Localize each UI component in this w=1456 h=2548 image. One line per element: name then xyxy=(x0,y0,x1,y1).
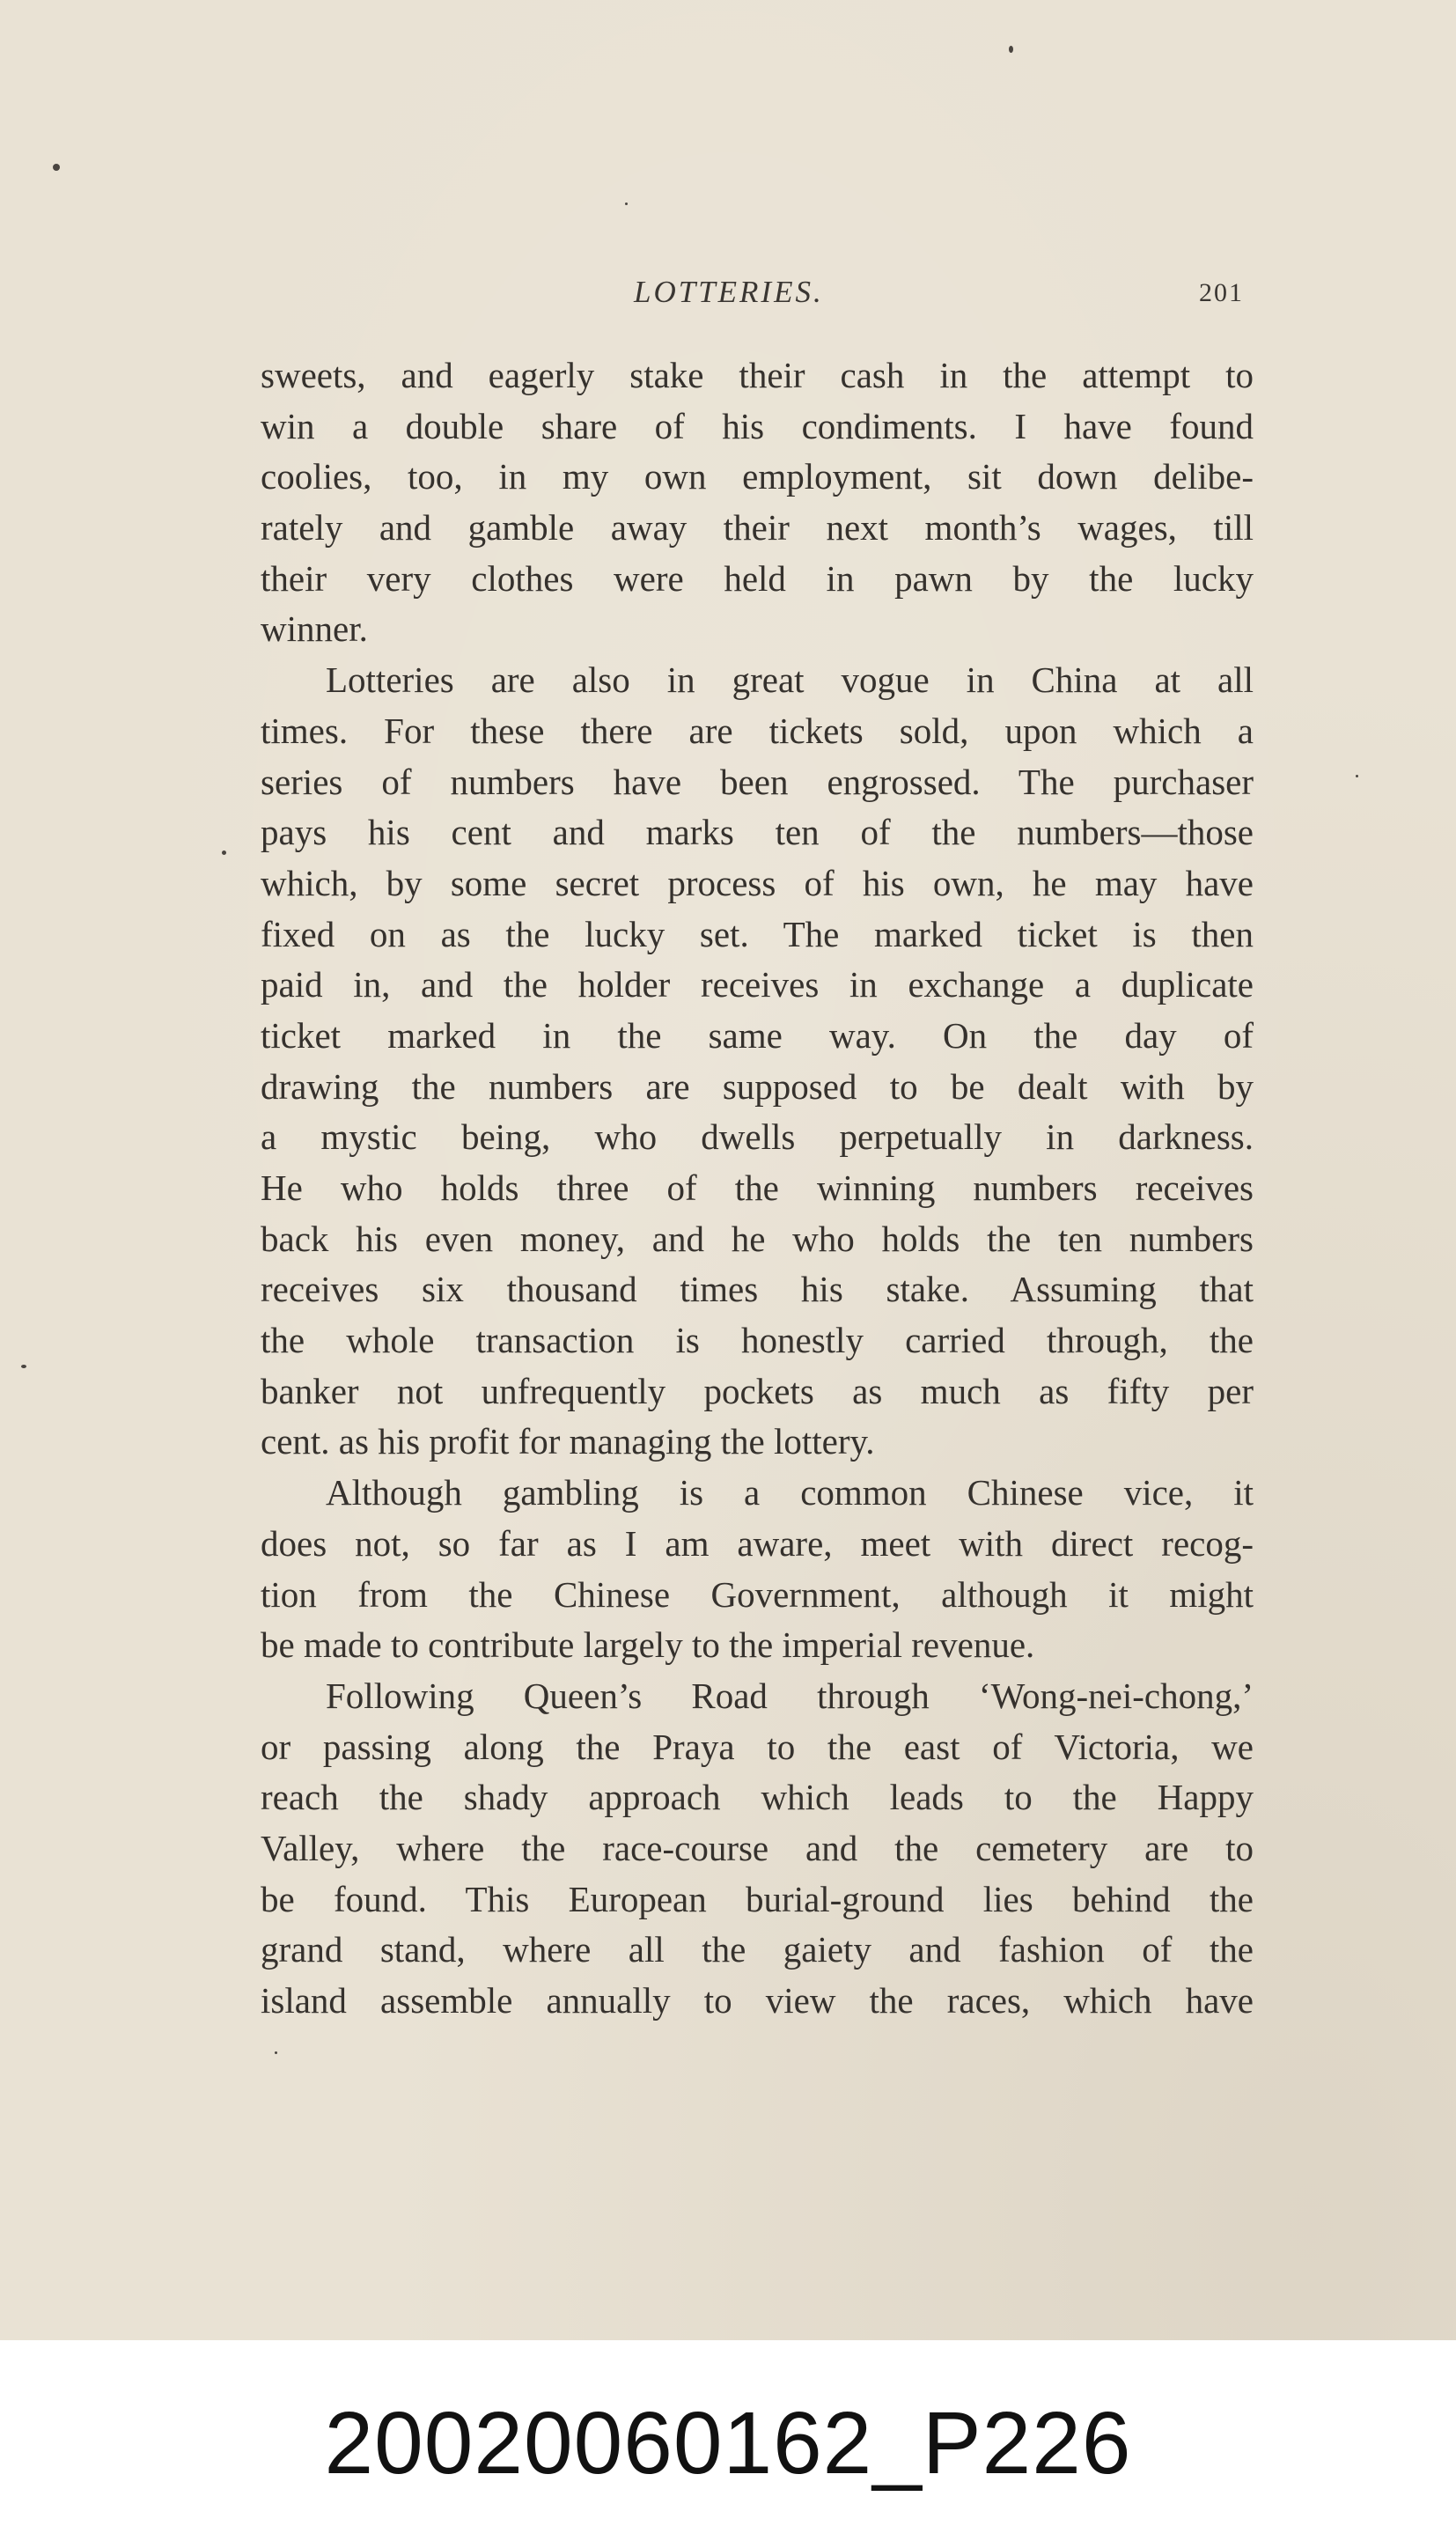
text-line: sweets, and eagerly stake their cash in the attempt to xyxy=(261,355,1254,395)
footer xyxy=(0,2340,1456,2548)
text-line: coolies, too, in my own employment, sit down delibe- xyxy=(261,456,1254,497)
text-line: paid in, and the holder receives in exchange a duplicate xyxy=(261,964,1254,1005)
text-line: winner. xyxy=(261,608,368,650)
text-line: receives six thousand times his stake. Assuming that xyxy=(261,1269,1254,1310)
page-number: 201 xyxy=(1199,278,1244,307)
text-line: cent. as his profit for managing the lottery. xyxy=(261,1421,875,1462)
text-line: the whole transaction is honestly carried through, the xyxy=(261,1320,1254,1361)
text-line: Following Queen’s Road through ‘Wong-nei-chong,’ xyxy=(326,1675,1254,1716)
text-line: Valley, where the race-course and the cemetery are to xyxy=(261,1827,1254,1868)
ink-speck xyxy=(1356,775,1358,777)
text-line: which, by some secret process of his own, he may have xyxy=(261,862,1254,903)
text-line: pays his cent and marks ten of the numbers—those xyxy=(261,812,1254,853)
paragraph xyxy=(261,350,1254,655)
ink-speck xyxy=(1009,46,1013,53)
text-line: Lotteries are also in great vogue in China at all xyxy=(326,659,1254,701)
running-title: LOTTERIES. xyxy=(634,275,824,309)
text-line: island assemble annually to view the races, which have xyxy=(261,1980,1254,2021)
ink-speck xyxy=(53,164,60,171)
ink-speck xyxy=(625,203,628,205)
text-line: fixed on as the lucky set. The marked ticket is then xyxy=(261,913,1254,954)
text-line: He who holds three of the winning numbers receives xyxy=(261,1167,1254,1208)
text-line: grand stand, where all the gaiety and fashion of the xyxy=(261,1929,1254,1970)
paragraph xyxy=(261,1671,1254,2027)
paragraph xyxy=(261,655,1254,1468)
text-line: times. For these there are tickets sold, upon which a xyxy=(261,710,1254,751)
text-line: series of numbers have been engrossed. The purchaser xyxy=(261,761,1254,802)
text-line: drawing the numbers are supposed to be dealt with by xyxy=(261,1065,1254,1107)
text-line: rately and gamble away their next month’s wages, till xyxy=(261,507,1254,549)
text-line: win a double share of his condiments. I have found xyxy=(261,405,1254,446)
paragraph xyxy=(261,1468,1254,1671)
text-line: banker not unfrequently pockets as much as fifty per xyxy=(261,1370,1254,1411)
running-head xyxy=(0,275,1456,313)
body-text xyxy=(261,350,1254,2027)
ink-speck xyxy=(222,851,226,855)
ink-speck xyxy=(21,1365,26,1368)
ink-speck xyxy=(275,2051,277,2054)
text-line: tion from the Chinese Government, although it might xyxy=(261,1573,1254,1615)
text-line: their very clothes were held in pawn by the lucky xyxy=(261,557,1254,599)
text-line: back his even money, and he who holds the ten numbers xyxy=(261,1218,1254,1259)
text-line: or passing along the Praya to the east of Victoria, we xyxy=(261,1726,1254,1767)
text-line: be made to contribute largely to the imperial revenue. xyxy=(261,1624,1035,1666)
text-line: Although gambling is a common Chinese vice, it xyxy=(326,1472,1254,1513)
scan-identifier: 20020060162_P226 xyxy=(324,2394,1132,2493)
text-line: ticket marked in the same way. On the day of xyxy=(261,1014,1254,1056)
text-line: a mystic being, who dwells perpetually in darkness. xyxy=(261,1116,1254,1158)
text-line: reach the shady approach which leads to the Happy xyxy=(261,1777,1254,1818)
text-line: be found. This European burial-ground lies behind the xyxy=(261,1878,1254,1919)
text-line: does not, so far as I am aware, meet with direct recog- xyxy=(261,1522,1254,1564)
